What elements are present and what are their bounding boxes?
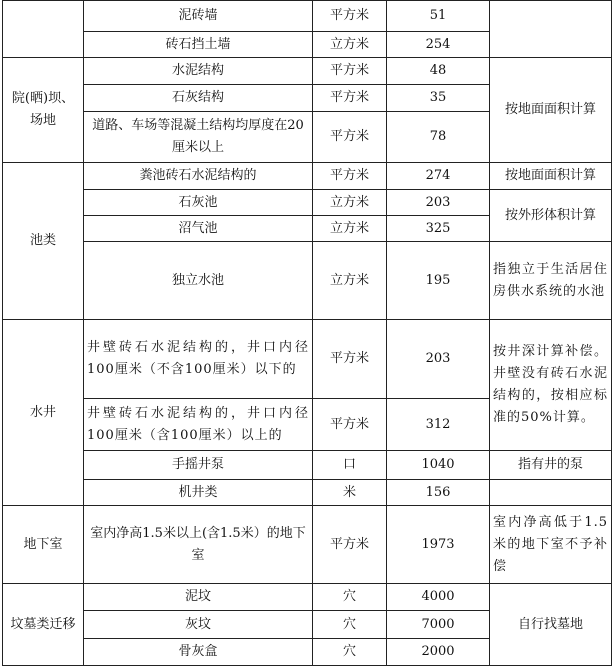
price-cell: 312	[387, 399, 490, 451]
unit-cell: 平方米	[313, 1, 387, 32]
item-cell: 泥坟	[84, 584, 313, 611]
table-row	[3, 584, 612, 611]
price-cell: 78	[387, 112, 490, 163]
table-row	[3, 506, 612, 584]
price-cell: 2000	[387, 639, 490, 666]
unit-cell: 立方米	[313, 216, 387, 242]
item-cell: 手摇井泵	[84, 451, 313, 480]
item-cell: 骨灰盒	[84, 639, 313, 666]
table-row	[3, 190, 612, 216]
price-cell: 195	[387, 242, 490, 320]
item-cell: 独立水池	[84, 242, 313, 320]
item-cell: 砖石挡土墙	[84, 32, 313, 58]
price-cell: 35	[387, 85, 490, 112]
note-cell-blank	[490, 480, 612, 506]
unit-cell: 穴	[313, 611, 387, 639]
item-cell: 机井类	[84, 480, 313, 506]
item-cell: 石灰池	[84, 190, 313, 216]
price-cell: 48	[387, 58, 490, 85]
table-row	[3, 163, 612, 190]
note-cell-pump: 指有井的泵	[490, 451, 612, 480]
item-cell: 粪池砖石水泥结构的	[84, 163, 313, 190]
item-cell: 井壁砖石水泥结构的，井口内径100厘米（不含100厘米）以下的	[84, 320, 313, 399]
unit-cell: 米	[313, 480, 387, 506]
note-cell-pool: 指独立于生活居住房供水系统的水池	[490, 242, 612, 320]
price-cell: 156	[387, 480, 490, 506]
price-cell: 203	[387, 320, 490, 399]
table-row	[3, 1, 612, 32]
category-cell-blank	[3, 1, 84, 58]
price-cell: 7000	[387, 611, 490, 639]
unit-cell: 立方米	[313, 242, 387, 320]
note-cell-well: 按井深计算补偿。井壁没有砖石水泥结构的，按相应标准的50%计算。	[490, 320, 612, 451]
category-cell-pool: 池类	[3, 163, 84, 320]
item-cell: 石灰结构	[84, 85, 313, 112]
table-row	[3, 451, 612, 480]
unit-cell: 平方米	[313, 112, 387, 163]
item-cell: 水泥结构	[84, 58, 313, 85]
price-cell: 203	[387, 190, 490, 216]
note-cell-yard: 按地面面积计算	[490, 58, 612, 163]
note-cell-septic: 按地面面积计算	[490, 163, 612, 190]
unit-cell: 平方米	[313, 506, 387, 584]
note-cell-grave: 自行找墓地	[490, 584, 612, 666]
unit-cell: 平方米	[313, 320, 387, 399]
item-cell: 泥砖墙	[84, 1, 313, 32]
category-cell-yard: 院(晒)坝、场地	[3, 58, 84, 163]
unit-cell: 平方米	[313, 85, 387, 112]
unit-cell: 平方米	[313, 399, 387, 451]
item-cell: 室内净高1.5米以上(含1.5米）的地下室	[84, 506, 313, 584]
item-cell: 沼气池	[84, 216, 313, 242]
category-cell-well: 水井	[3, 320, 84, 506]
price-cell: 51	[387, 1, 490, 32]
table-row	[3, 480, 612, 506]
table-row	[3, 320, 612, 399]
item-cell: 井壁砖石水泥结构的，井口内径100厘米（含100厘米）以上的	[84, 399, 313, 451]
unit-cell: 穴	[313, 639, 387, 666]
compensation-table	[2, 0, 612, 666]
table-row	[3, 242, 612, 320]
category-cell-basement: 地下室	[3, 506, 84, 584]
unit-cell: 穴	[313, 584, 387, 611]
unit-cell: 立方米	[313, 32, 387, 58]
price-cell: 1040	[387, 451, 490, 480]
unit-cell: 立方米	[313, 190, 387, 216]
price-cell: 274	[387, 163, 490, 190]
unit-cell: 口	[313, 451, 387, 480]
item-cell: 道路、车场等混凝土结构均厚度在20厘米以上	[84, 112, 313, 163]
unit-cell: 平方米	[313, 163, 387, 190]
note-cell-shape: 按外形体积计算	[490, 190, 612, 242]
note-cell-basement: 室内净高低于1.5米的地下室不予补偿	[490, 506, 612, 584]
price-cell: 325	[387, 216, 490, 242]
price-cell: 254	[387, 32, 490, 58]
price-cell: 1973	[387, 506, 490, 584]
table-row	[3, 58, 612, 85]
unit-cell: 平方米	[313, 58, 387, 85]
note-cell-blank	[490, 1, 612, 58]
category-cell-grave: 坟墓类迁移	[3, 584, 84, 666]
price-cell: 4000	[387, 584, 490, 611]
item-cell: 灰坟	[84, 611, 313, 639]
